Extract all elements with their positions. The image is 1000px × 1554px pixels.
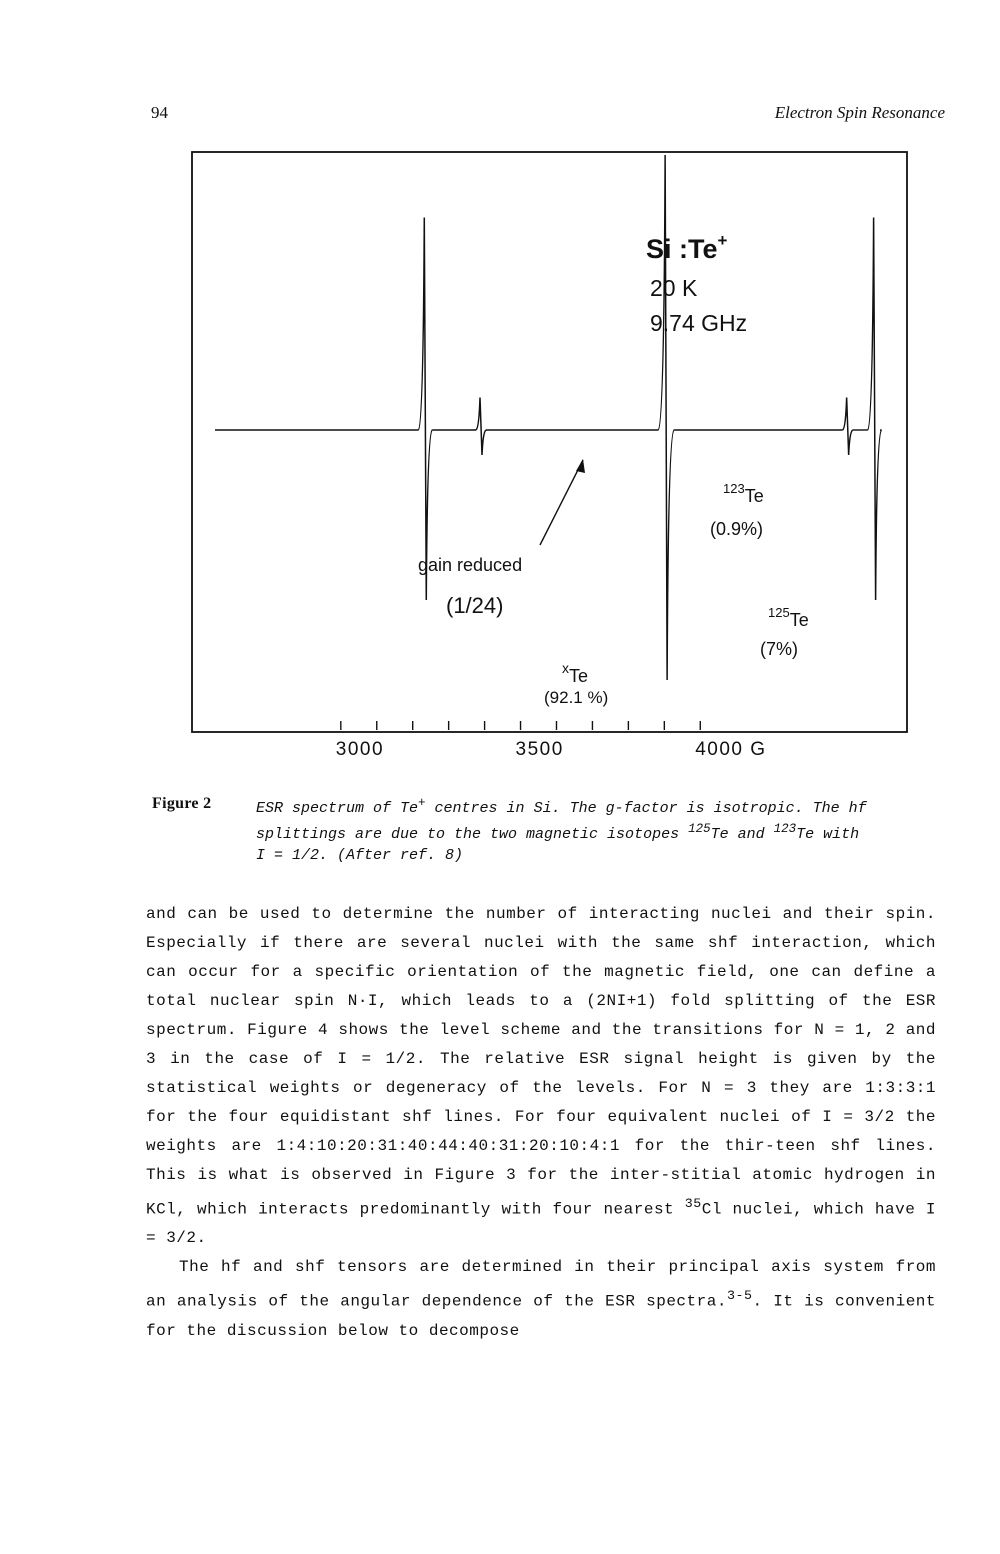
- field-axis-ticks: [341, 721, 700, 730]
- te123-abundance: (0.9%): [710, 519, 764, 539]
- axis-tick-label: 3000: [335, 739, 385, 760]
- temperature-label: 20 K: [650, 275, 698, 301]
- xte-abundance: (92.1 %): [544, 688, 609, 707]
- caption-text: ESR spectrum of Te+ centres in Si. The g-factor is isotropic. The hf splittings are due to the two magnetic isotopes $^{125}$Te and $^{123}$Te with I = 1/2. (After ref. 8): [256, 796, 867, 864]
- paragraph: The hf and shf tensors are determined in their principal axis system from an analysis of the angular dependence of the ESR spectra.$^{3-5}$. It is convenient for the discussion below to decompose: [146, 1258, 937, 1340]
- gain-reduced-arrow: [540, 460, 583, 545]
- resonance-line-1: [418, 218, 432, 601]
- body-text: [146, 900, 936, 1346]
- field-axis-labels: [336, 739, 767, 760]
- gain-arrow-head: [576, 459, 585, 473]
- te125-abundance: (7%): [760, 639, 799, 659]
- figure-frame: [192, 152, 907, 732]
- xte-label: $^x$Te: [562, 660, 589, 686]
- page-number: 94: [151, 103, 168, 122]
- gain-factor: (1/24): [446, 593, 504, 618]
- te123-label: $^{123}$Te: [723, 481, 764, 506]
- gain-reduced-label: gain reduced: [418, 555, 523, 575]
- sample-label: Si :Te+: [646, 231, 728, 264]
- axis-tick-label: 4000 G: [695, 739, 767, 760]
- te125-label: $^{125}$Te: [768, 605, 809, 630]
- resonance-line-4: [843, 398, 853, 456]
- paragraph: and can be used to determine the number of interacting nuclei and their spin. Especially if there are several nuclei with the same shf interaction, which can occur for a specific orientation of the magnetic field, one can define a total nuclear spin N·I, which leads to a (2NI+1) fold splitting of the ESR spectrum. Figure 4 shows the level scheme and the transitions for N = 1, 2 and 3 in the case of I = 1/2. The relative ESR signal height is given by the statistical weights or degeneracy of the levels. For N = 3 they are 1:3:3:1 for the four equidistant shf lines. For four equivalent nuclei of I = 3/2 the weights are 1:4:10:20:31:40:44:40:31:20:10:4:1 for the thir-teen shf lines. This is what is observed in Figure 3 for the inter-stitial atomic hydrogen in KCl, which interacts predominantly with four nearest $^{35}$Cl nuclei, which have I = 3/2.: [146, 905, 936, 1248]
- axis-tick-label: 3500: [515, 739, 564, 760]
- frequency-label: 9.74 GHz: [650, 310, 748, 336]
- running-title: Electron Spin Resonance: [774, 103, 945, 122]
- resonance-line-5: [868, 218, 882, 601]
- esr-spectrum-figure: [190, 150, 910, 770]
- figure-number: Figure 2: [152, 795, 212, 812]
- spectrum-trace: [215, 155, 882, 680]
- resonance-line-2: [476, 398, 486, 456]
